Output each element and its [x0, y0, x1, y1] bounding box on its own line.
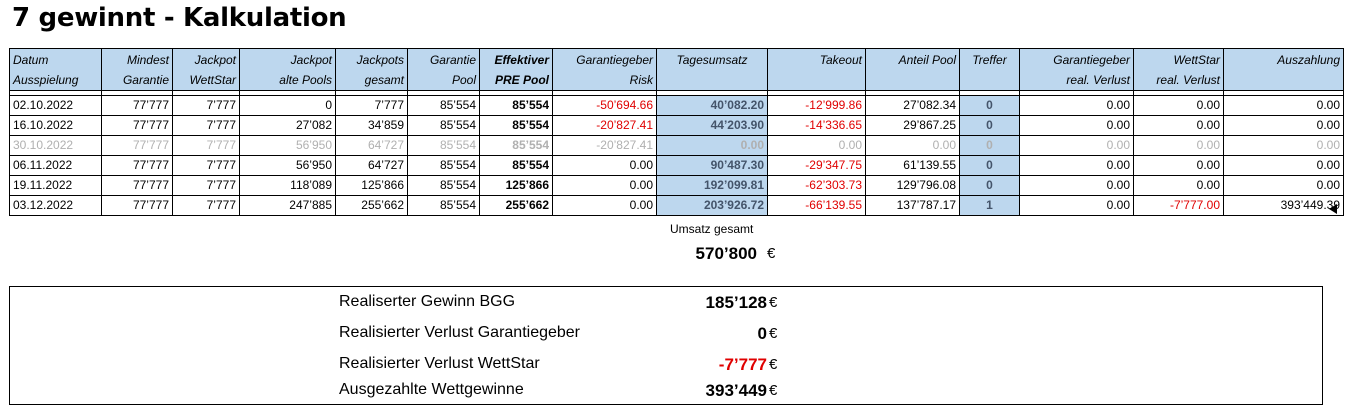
col-header-garantie-pool: Garantie Pool [408, 49, 480, 91]
cell-garantiegeber-verlust: 0.00 [1020, 196, 1134, 216]
cell-anteil-pool: 61’139.55 [866, 156, 960, 176]
summary-currency: € [769, 382, 778, 399]
cell-garantiegeber-risk: 0.00 [553, 196, 657, 216]
cell-garantie-pool: 85’554 [408, 156, 480, 176]
cell-jackpot-alte-pools: 56’950 [240, 156, 336, 176]
cell-jackpot-wettstar: 7’777 [173, 96, 240, 116]
col-header-garantiegeber-risk: Garantiegeber Risk [553, 49, 657, 91]
cell-jackpots-gesamt: 34’859 [336, 116, 408, 136]
cell-wettstar-verlust: 0.00 [1134, 136, 1224, 156]
summary-label-ausgezahlte-wettgewinne: Ausgezahlte Wettgewinne [339, 381, 524, 398]
cell-tagesumsatz: 0.00 [657, 136, 768, 156]
cell-mindest-garantie: 77’777 [102, 156, 173, 176]
umsatz-gesamt-label: Umsatz gesamt [670, 222, 754, 236]
col-header-jackpot-wettstar: Jackpot WettStar [173, 49, 240, 91]
calculation-table [9, 48, 1344, 216]
cell-wettstar-verlust: -7’777.00 [1134, 196, 1224, 216]
cell-auszahlung: 0.00 [1224, 96, 1344, 116]
cell-tagesumsatz: 44’203.90 [657, 116, 768, 136]
cell-jackpots-gesamt: 64’727 [336, 156, 408, 176]
cell-garantiegeber-risk: -20’827.41 [553, 136, 657, 156]
summary-label-verlust-garantiegeber: Realisierter Verlust Garantiegeber [339, 324, 581, 341]
cell-garantiegeber-verlust: 0.00 [1020, 96, 1134, 116]
col-header-effektiver-pre-pool: Effektiver PRE Pool [480, 49, 553, 91]
col-header-datum: Datum Ausspielung [10, 49, 102, 91]
cell-datum: 19.11.2022 [10, 176, 102, 196]
cell-auszahlung: 0.00 [1224, 116, 1344, 136]
cell-jackpot-wettstar: 7’777 [173, 196, 240, 216]
cell-jackpot-wettstar: 7’777 [173, 136, 240, 156]
cell-effektiver-pre-pool: 255’662 [480, 196, 553, 216]
col-header-takeout: Takeout [768, 49, 866, 91]
table-row [10, 116, 1344, 136]
cell-treffer: 1 [960, 196, 1020, 216]
cell-takeout: -66’139.55 [768, 196, 866, 216]
summary-box [9, 286, 1323, 405]
cell-jackpots-gesamt: 255’662 [336, 196, 408, 216]
cell-tagesumsatz: 90’487.30 [657, 156, 768, 176]
col-header-wettstar-verlust: WettStar real. Verlust [1134, 49, 1224, 91]
cell-datum: 30.10.2022 [10, 136, 102, 156]
cell-treffer: 0 [960, 96, 1020, 116]
cell-tagesumsatz: 40’082.20 [657, 96, 768, 116]
cell-effektiver-pre-pool: 85’554 [480, 156, 553, 176]
cell-mindest-garantie: 77’777 [102, 176, 173, 196]
cell-garantiegeber-risk: 0.00 [553, 156, 657, 176]
summary-currency: € [769, 294, 778, 311]
triangle-left-icon [1329, 204, 1337, 214]
summary-currency: € [769, 356, 778, 373]
umsatz-gesamt-value: 570’800 [695, 244, 757, 263]
cell-jackpots-gesamt: 64’727 [336, 136, 408, 156]
cell-garantie-pool: 85’554 [408, 176, 480, 196]
cell-jackpots-gesamt: 125’866 [336, 176, 408, 196]
cell-garantiegeber-risk: -50’694.66 [553, 96, 657, 116]
cell-wettstar-verlust: 0.00 [1134, 156, 1224, 176]
cell-mindest-garantie: 77’777 [102, 136, 173, 156]
cell-jackpot-alte-pools: 56’950 [240, 136, 336, 156]
summary-value-ausgezahlte-wettgewinne: 393’449 [705, 381, 767, 400]
cell-wettstar-verlust: 0.00 [1134, 116, 1224, 136]
cell-garantiegeber-risk: 0.00 [553, 176, 657, 196]
cell-effektiver-pre-pool: 125’866 [480, 176, 553, 196]
cell-takeout: -62’303.73 [768, 176, 866, 196]
cell-garantiegeber-verlust: 0.00 [1020, 176, 1134, 196]
cell-effektiver-pre-pool: 85’554 [480, 116, 553, 136]
cell-jackpot-alte-pools: 247’885 [240, 196, 336, 216]
cell-garantiegeber-verlust: 0.00 [1020, 156, 1134, 176]
summary-label-gewinn-bgg: Realiserter Gewinn BGG [339, 293, 516, 310]
col-header-treffer: Treffer [960, 49, 1020, 91]
cell-anteil-pool: 27’082.34 [866, 96, 960, 116]
col-header-mindest-garantie: Mindest Garantie [102, 49, 173, 91]
cell-mindest-garantie: 77’777 [102, 196, 173, 216]
summary-value-gewinn-bgg: 185’128 [705, 293, 767, 312]
cell-tagesumsatz: 192’099.81 [657, 176, 768, 196]
cell-takeout: 0.00 [768, 136, 866, 156]
cell-jackpot-alte-pools: 27’082 [240, 116, 336, 136]
summary-currency: € [769, 325, 778, 342]
summary-label-verlust-wettstar: Realisierter Verlust WettStar [339, 355, 540, 372]
cell-anteil-pool: 0.00 [866, 136, 960, 156]
cell-treffer: 0 [960, 156, 1020, 176]
table-row [10, 156, 1344, 176]
col-header-auszahlung: Auszahlung [1224, 49, 1344, 91]
table-row [10, 96, 1344, 116]
cell-garantie-pool: 85’554 [408, 96, 480, 116]
table-header-row [10, 49, 1344, 91]
cell-garantiegeber-risk: -20’827.41 [553, 116, 657, 136]
col-header-jackpots-gesamt: Jackpots gesamt [336, 49, 408, 91]
cell-treffer: 0 [960, 116, 1020, 136]
cell-datum: 02.10.2022 [10, 96, 102, 116]
cell-datum: 16.10.2022 [10, 116, 102, 136]
col-header-jackpot-alte-pools: Jackpot alte Pools [240, 49, 336, 91]
cell-wettstar-verlust: 0.00 [1134, 176, 1224, 196]
col-header-tagesumsatz: Tagesumsatz [657, 49, 768, 91]
col-header-anteil-pool: Anteil Pool [866, 49, 960, 91]
summary-value-verlust-wettstar: -7’777 [718, 355, 767, 374]
cell-auszahlung: 393’449.39 [1224, 196, 1344, 216]
cell-wettstar-verlust: 0.00 [1134, 96, 1224, 116]
col-header-garantiegeber-verlust: Garantiegeber real. Verlust [1020, 49, 1134, 91]
cell-datum: 03.12.2022 [10, 196, 102, 216]
cell-mindest-garantie: 77’777 [102, 116, 173, 136]
summary-value-verlust-garantiegeber: 0 [757, 324, 767, 343]
cell-jackpot-wettstar: 7’777 [173, 116, 240, 136]
cell-treffer: 0 [960, 136, 1020, 156]
table-row [10, 196, 1344, 216]
cell-anteil-pool: 129’796.08 [866, 176, 960, 196]
cell-auszahlung: 0.00 [1224, 136, 1344, 156]
cell-garantiegeber-verlust: 0.00 [1020, 116, 1134, 136]
cell-takeout: -12’999.86 [768, 96, 866, 116]
cell-garantiegeber-verlust: 0.00 [1020, 136, 1134, 156]
cell-datum: 06.11.2022 [10, 156, 102, 176]
table-row [10, 136, 1344, 156]
cell-jackpot-wettstar: 7’777 [173, 176, 240, 196]
cell-tagesumsatz: 203’926.72 [657, 196, 768, 216]
cell-auszahlung: 0.00 [1224, 156, 1344, 176]
cell-anteil-pool: 29’867.25 [866, 116, 960, 136]
cell-effektiver-pre-pool: 85’554 [480, 136, 553, 156]
umsatz-currency: € [767, 245, 776, 262]
cell-garantie-pool: 85’554 [408, 196, 480, 216]
page-title: 7 gewinnt - Kalkulation [12, 3, 347, 33]
cell-jackpot-alte-pools: 118’089 [240, 176, 336, 196]
cell-garantie-pool: 85’554 [408, 136, 480, 156]
cell-jackpot-alte-pools: 0 [240, 96, 336, 116]
cell-jackpots-gesamt: 7’777 [336, 96, 408, 116]
cell-mindest-garantie: 77’777 [102, 96, 173, 116]
cell-auszahlung: 0.00 [1224, 176, 1344, 196]
cell-effektiver-pre-pool: 85’554 [480, 96, 553, 116]
cell-takeout: -29’347.75 [768, 156, 866, 176]
cell-jackpot-wettstar: 7’777 [173, 156, 240, 176]
cell-anteil-pool: 137’787.17 [866, 196, 960, 216]
cell-takeout: -14’336.65 [768, 116, 866, 136]
cell-treffer: 0 [960, 176, 1020, 196]
table-row [10, 176, 1344, 196]
cell-garantie-pool: 85’554 [408, 116, 480, 136]
